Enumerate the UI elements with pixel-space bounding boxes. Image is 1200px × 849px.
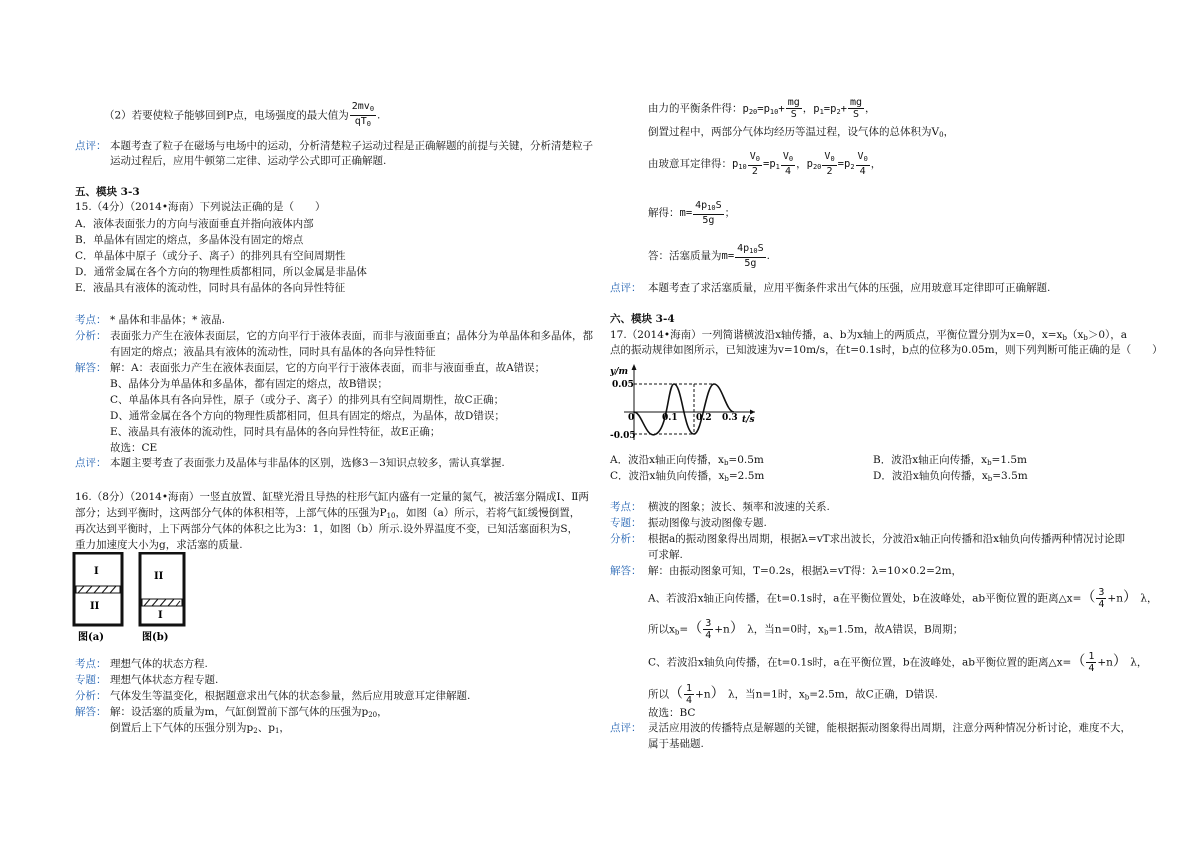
q16-dianping: 本题考查了求活塞质量，应用平衡条件求出气体的压强，应用玻意耳定律即可正确解题.: [648, 282, 1051, 294]
q15-solution-4: D、通常金属在各个方向的物理性质都相同，但具有固定的熔点，为晶体，故D错误；: [110, 410, 505, 422]
y-axis-arrow: [632, 364, 637, 370]
comment-text-1: 本题考查了粒子在磁场与电场中的运动，分析清楚粒子运动过程是正确解题的前提与关键，分析清楚粒子: [110, 140, 593, 152]
q16-stem-2: 部分；达到平衡时，这两部分气体的体积相等，上部气体的压强为$P_{10}$，如图（a）所示，若将气缸缓慢倒置，: [75, 507, 581, 520]
x-tick-0.3: 0.3: [722, 413, 738, 423]
q17-stem-2: 点的振动规律如图所示，已知波速为v=10m/s，在t=0.1s时，b点的位移为0.05m，则下列判断可能正确的是（ ）: [610, 344, 1163, 356]
q17-solution-1: 解：由振动图象可知，T=0.2s，根据λ=vT得：λ=10×0.2=2m，: [648, 565, 963, 577]
y-tick-top: 0.05: [612, 380, 634, 390]
q15-solution-5: E、液晶具有液体的流动性，同时具有晶体的各向异性特征，故E正确；: [110, 426, 441, 438]
q17-dianping-1: 灵活应用波的传播特点是解题的关键，能根据振动图象得出周期，注意分两种情况分析讨论，难度不大，: [648, 722, 1131, 734]
q17-answer: 故选：BC: [648, 707, 696, 719]
sine-curve: [634, 384, 734, 435]
q16-zhuanti: 理想气体状态方程专题.: [110, 674, 219, 686]
q17-option-b: B．波沿x轴正向传播，$x_b=1.5m$: [873, 454, 1027, 467]
section-5-heading: 五、模块 3-3: [75, 186, 140, 198]
q17-solution-a2: 所以$x_b=$（ $\frac{3}{4}$ +n） λ，当n=0时，$x_b=1.5m$，故A错误，B周期；: [648, 618, 964, 641]
y-tick-bottom: -0.05: [610, 431, 636, 441]
q15-option-e: E．液晶具有液体的流动性，同时具有晶体的各向异性特征: [75, 282, 346, 294]
q15-option-a: A．液体表面张力的方向与液面垂直并指向液体内部: [75, 218, 314, 230]
comment-text-2: 运动过程后，应用牛顿第二定律、运动学公式即可正确解题.: [110, 155, 387, 167]
q15-solution-1: 解：A：表面张力产生在液体表面层，它的方向平行于液体表面，而非与液面垂直，故A错误；: [110, 362, 546, 374]
q16-fenxi: 气体发生等温变化，根据题意求出气体的状态参量，然后应用玻意耳定律解题.: [110, 690, 471, 702]
q15-dianping: 本题主要考查了表面张力及晶体与非晶体的区别，选修3－3知识点较多，需认真掌握.: [110, 457, 505, 469]
q15-fenxi-2: 有固定的熔点；液晶具有液体的流动性，同时具有晶体的各向异性特征: [110, 346, 436, 358]
q17-fenxi-1: 根据a的振动图象得出周期，根据λ=vT求出波长，分波沿x轴正向传播和沿x轴负向传播两种情况讨论即: [648, 533, 1125, 545]
comment-label: 点评：: [75, 140, 107, 152]
solve-line: 解得：m= $\frac{4p_{10}S}{5g}$ ；: [648, 200, 736, 226]
q15-solution-2: B、晶体分为单晶体和多晶体，都有固定的熔点，故B错误；: [110, 378, 388, 390]
q16-stem-3: 再次达到平衡时，上下两部分气体的体积之比为3：1，如图（b）所示.设外界温度不变，已知活塞面积为S，: [75, 523, 579, 535]
q15-solution-3: C、单晶体具有各向异性，原子（或分子、离子）的排列具有空间周期性，故C正确；: [110, 394, 505, 406]
origin-label: 0: [628, 413, 635, 423]
fig-a-region-II: II: [90, 601, 100, 612]
q16-stem-1: 16.（8分）（2014•海南）一竖直放置、缸壁光滑且导热的柱形气缸内盛有一定量的氮气，被活塞分隔成Ⅰ、Ⅱ两: [75, 491, 589, 503]
isothermal-line: 倒置过程中，两部分气体均经历等温过程，设气体的总体积为$V_0$，: [648, 126, 955, 139]
q17-solution-c: C、若波沿x轴负向传播，在t=0.1s时，a在平衡位置，b在波峰处，ab平衡位置的距离△x=（ $\frac{1}{4}$ +n） λ，: [648, 651, 1148, 674]
q17-stem-1: 17.（2014•海南）一列简谐横波沿x轴传播，a、b为x轴上的两质点，平衡位置分别为x=0，$x=x_b(x_b>0)$，a: [610, 329, 1128, 342]
q15-stem: 15.（4分）（2014•海南）下列说法正确的是（ ）: [75, 201, 326, 213]
q15-solution-6: 故选：CE: [110, 442, 158, 454]
x-tick-0.1: 0.1: [662, 413, 678, 423]
q17-option-d: D．波沿x轴负向传播，$x_b=3.5m$: [873, 470, 1028, 483]
q17-solution-a: A、若波沿x轴正向传播，在t=0.1s时，a在平衡位置处，b在波峰处，ab平衡位置的距离△x=（ $\frac{3}{4}$ +n） λ，: [648, 587, 1158, 610]
fig-a-region-I: I: [94, 566, 99, 577]
q15-dianping-label: 点评：: [75, 457, 107, 469]
x-axis-arrow: [750, 410, 755, 415]
oscillation-graph: [610, 362, 760, 442]
q16-zhuanti-label: 专题：: [75, 674, 107, 686]
x-axis-label: t/s: [742, 415, 755, 425]
q17-dianping-2: 属于基础题.: [648, 738, 704, 750]
q15-option-b: B．单晶体有固定的熔点，多晶体没有固定的熔点: [75, 234, 304, 246]
q16-stem-4: 重力加速度大小为g，求活塞的质量.: [75, 539, 243, 551]
fig-b-caption: 图(b): [142, 632, 169, 643]
q17-option-a: A．波沿x轴正向传播，$x_b=0.5m$: [610, 454, 764, 467]
cylinder-a: [74, 553, 122, 643]
q15-option-d: D．通常金属在各个方向的物理性质都相同，所以金属是非晶体: [75, 266, 367, 278]
q16-jieda-label: 解答：: [75, 706, 107, 718]
x-tick-0.2: 0.2: [696, 413, 712, 423]
q16-kaodian: 理想气体的状态方程.: [110, 658, 208, 670]
boyle-line: 由玻意耳定律得：$p_{10}$ $\frac{V_0}{2}$ $=p_1$ $\frac{V_0}{4}$ ，$p_{20}$ $\frac{V_0}{2}$ $=p_2$ $\frac{V_0}{4}$ ，: [648, 151, 882, 177]
q15-fenxi-label: 分析：: [75, 330, 107, 342]
q15-kaodian-label: 考点：: [75, 314, 107, 326]
q17-kaodian: 横波的图象；波长、频率和波速的关系.: [648, 501, 830, 513]
q17-fenxi-label: 分析：: [610, 533, 642, 545]
field-fraction: $\frac{2mv_0}{qT_0}$: [351, 101, 375, 128]
fig-a-caption: 图(a): [78, 632, 104, 643]
answer-line: 答：活塞质量为m= $\frac{4p_{10}S}{5g}$ .: [648, 243, 771, 269]
q17-zhuanti: 振动图像与波动图像专题.: [648, 517, 767, 529]
q16-dianping-label: 点评：: [610, 282, 642, 294]
q16-solution-1: 解：设活塞的质量为m，气缸倒置前下部气体的压强为$p_{20}$，: [110, 706, 388, 719]
q16-fenxi-label: 分析：: [75, 690, 107, 702]
q15-kaodian: * 晶体和非晶体；* 液晶.: [110, 314, 226, 326]
q17-solution-c2: 所以（ $\frac{1}{4}$ +n） λ，当n=1时，$x_b=2.5m$，故C正确，D错误.: [648, 683, 938, 706]
q16-solution-2: 倒置后上下气体的压强分别为$p_2$、$p_1$，: [110, 722, 290, 735]
fig-b-region-II: II: [154, 571, 164, 582]
force-balance-line: 由力的平衡条件得：$p_{20}=p_{10}+$ $\frac{mg}{S}$ ，$p_1=p_2+$ $\frac{mg}{S}$ ，: [648, 97, 876, 120]
q17-dianping-label: 点评：: [610, 722, 642, 734]
q15-option-c: C．单晶体中原子（或分子、离子）的排列具有空间周期性: [75, 250, 346, 262]
cylinder-figure: [72, 552, 192, 644]
section-6-heading: 六、模块 3-4: [610, 313, 675, 325]
q16-kaodian-label: 考点：: [75, 658, 107, 670]
q17-kaodian-label: 考点：: [610, 501, 642, 513]
q17-option-c: C．波沿x轴负向传播，$x_b=2.5m$: [610, 470, 765, 483]
q15-jieda-label: 解答：: [75, 362, 107, 374]
cylinder-b: [140, 553, 184, 643]
q17-fenxi-2: 可求解.: [648, 549, 683, 561]
q17-zhuanti-label: 专题：: [610, 517, 642, 529]
y-axis-label: y/m: [610, 367, 629, 377]
part2-line: （2）若要使粒子能够回到P点，电场强度的最大值为 $\frac{2mv_0}{qT_0}$ .: [104, 101, 381, 128]
q15-fenxi-1: 表面张力产生在液体表面层，它的方向平行于液体表面，而非与液面垂直；晶体分为单晶体和多晶体，都: [110, 330, 593, 342]
q17-jieda-label: 解答：: [610, 565, 642, 577]
fig-b-region-I: I: [158, 610, 163, 621]
